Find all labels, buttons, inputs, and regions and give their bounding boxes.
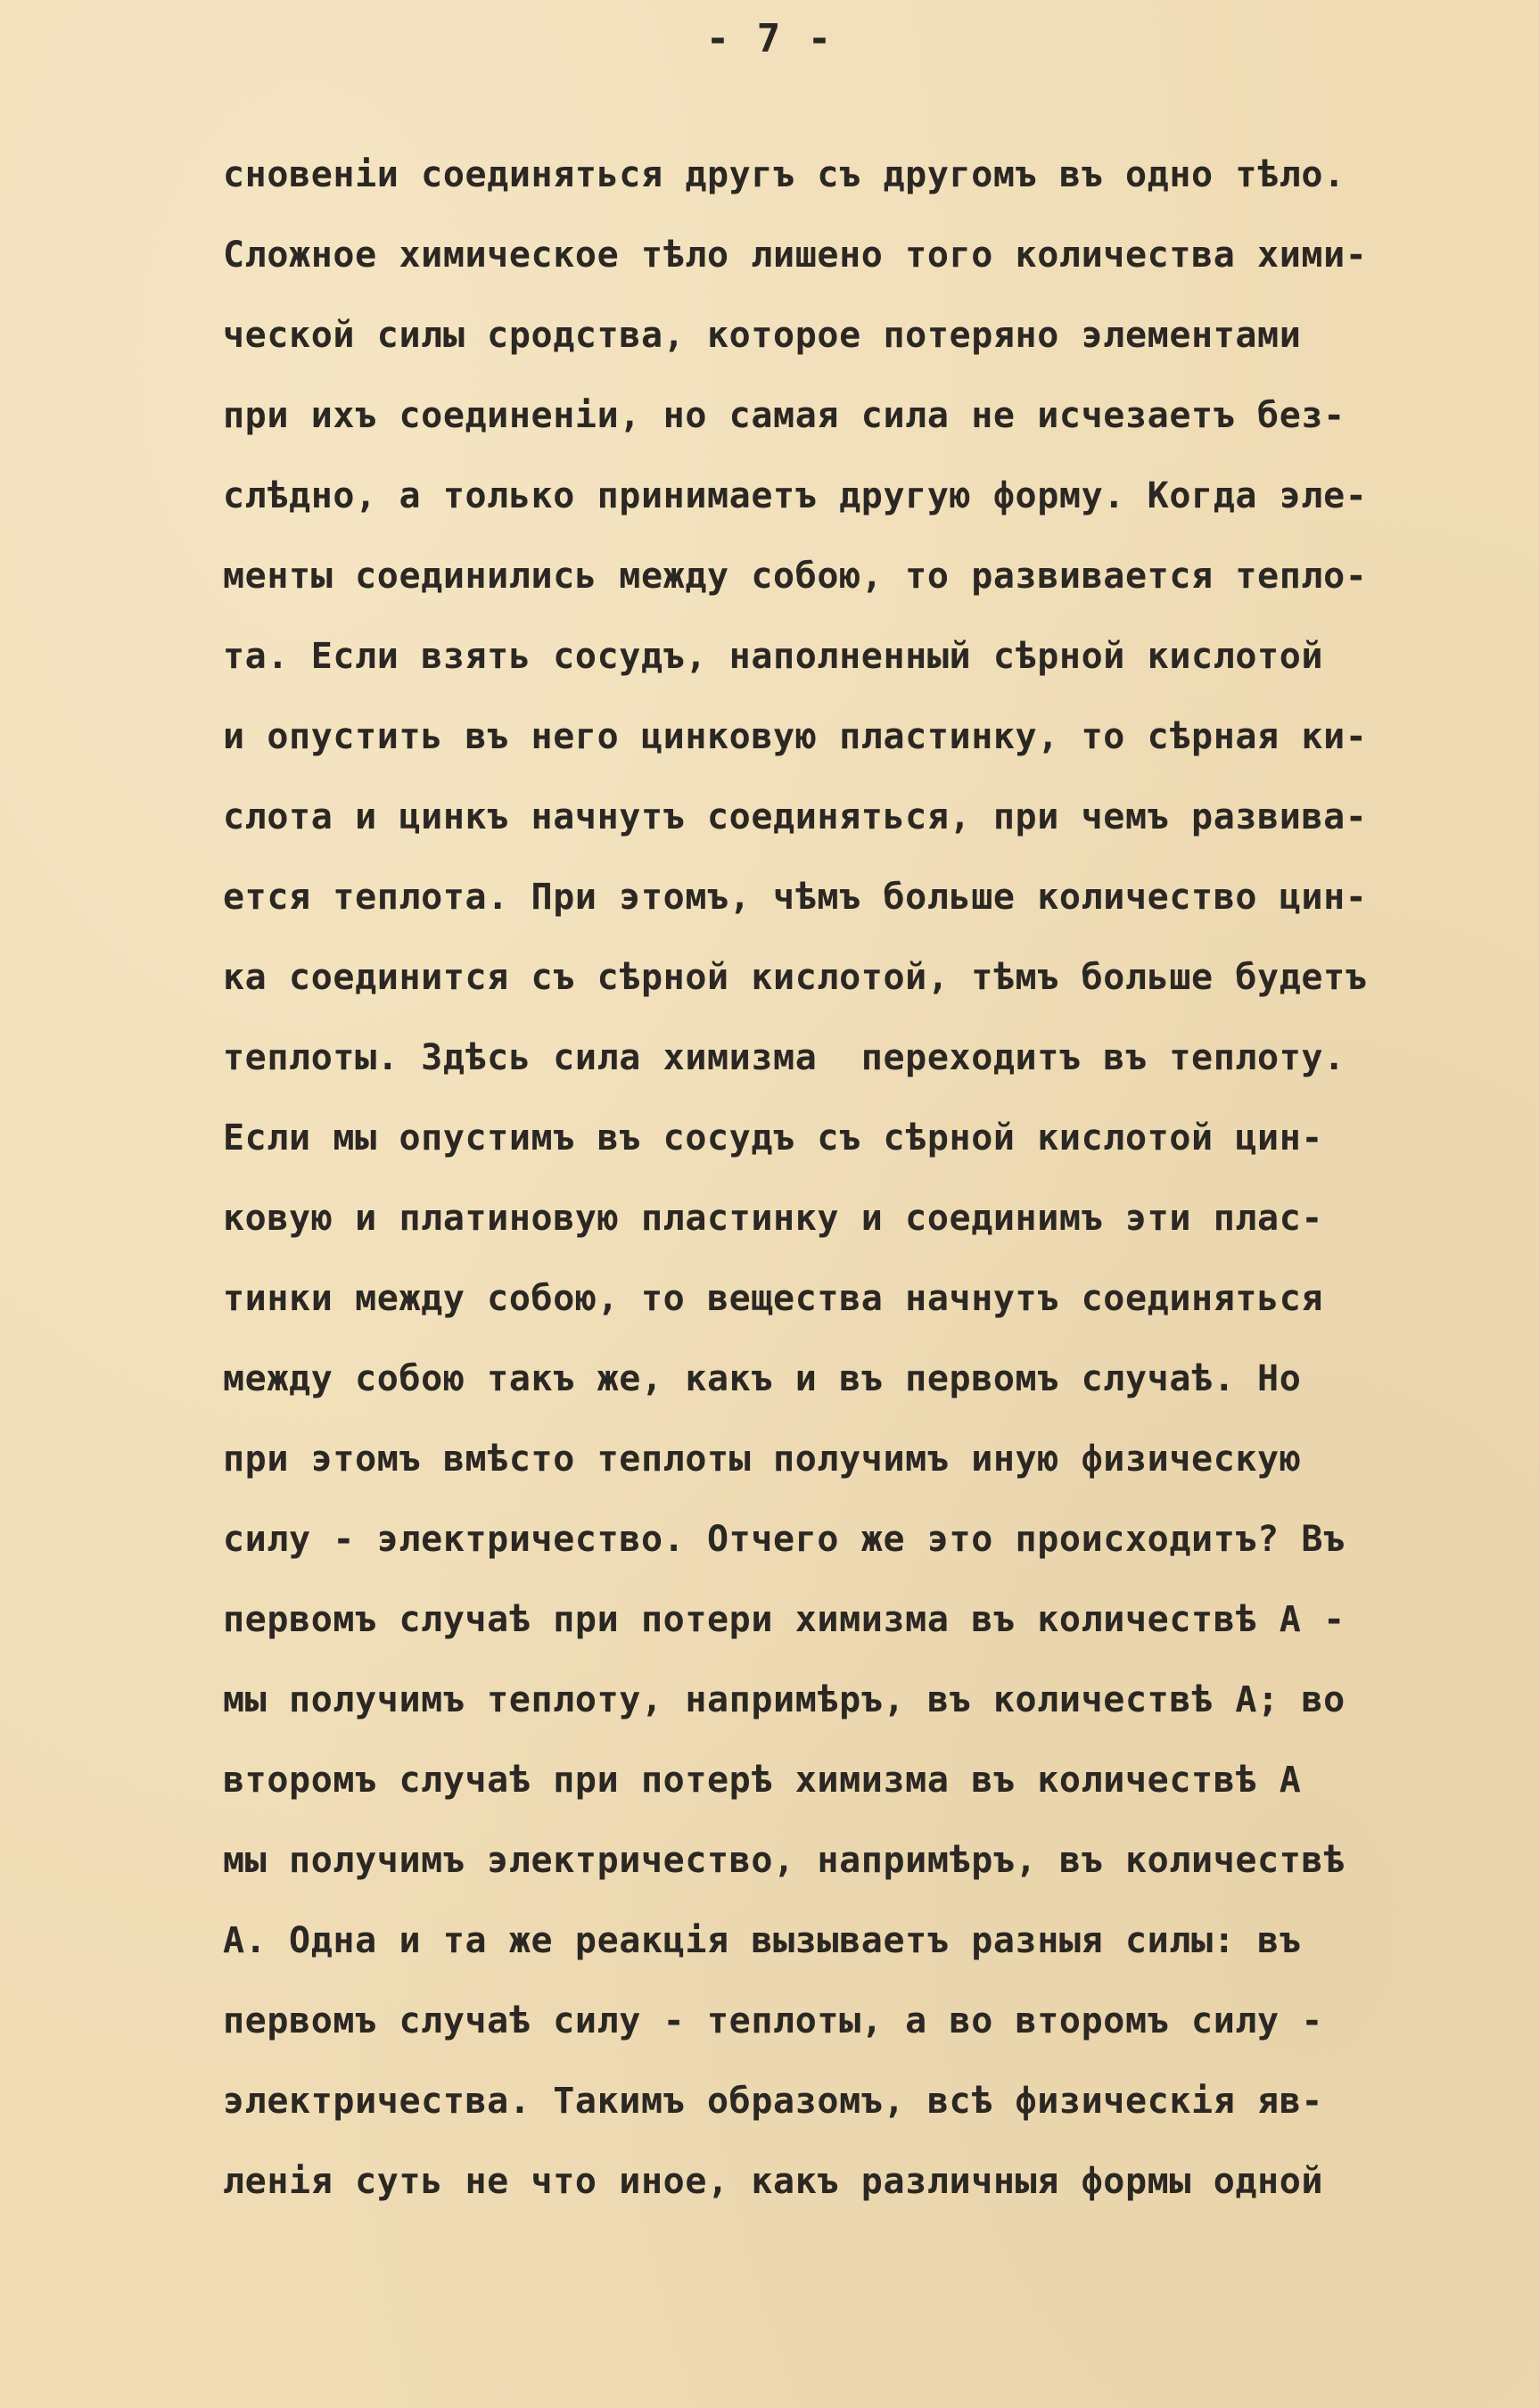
text-line: силу - электричество. Отчего же это происходитъ? Въ <box>223 1519 1346 1560</box>
text-line: теплоты. Здѣсь сила химизма переходитъ въ теплоту. <box>223 1037 1346 1078</box>
text-line: тинки между собою, то вещества начнутъ соединяться <box>223 1278 1324 1319</box>
text-line: мы получимъ теплоту, напримѣръ, въ количествѣ А; во <box>223 1679 1346 1720</box>
text-line: слѣдно, а только принимаетъ другую форму. Когда эле- <box>223 475 1368 516</box>
body-text <box>223 143 1489 2230</box>
text-line: ческой силы сродства, которое потеряно элементами <box>223 315 1302 356</box>
text-line: первомъ случаѣ при потери химизма въ количествѣ А - <box>223 1599 1346 1640</box>
text-line: электричества. Такимъ образомъ, всѣ физическiя яв- <box>223 2081 1324 2122</box>
text-line: второмъ случаѣ при потерѣ химизма въ количествѣ А <box>223 1760 1302 1801</box>
text-line: первомъ случаѣ силу - теплоты, а во второмъ силу - <box>223 2000 1324 2041</box>
text-line: Сложное химическое тѣло лишено того количества хими- <box>223 235 1368 276</box>
text-line: Если мы опустимъ въ сосудъ съ сѣрной кислотой цин- <box>223 1117 1324 1159</box>
text-line: слота и цинкъ начнутъ соединяться, при чемъ развива- <box>223 796 1368 837</box>
text-line: между собою такъ же, какъ и въ первомъ случаѣ. Но <box>223 1358 1302 1399</box>
text-line: сновенiи соединяться другъ съ другомъ въ одно тѣло. <box>223 154 1346 195</box>
text-line: менты соединились между собою, то развивается тепло- <box>223 556 1368 597</box>
text-line: и опустить въ него цинковую пластинку, то сѣрная ки- <box>223 716 1368 757</box>
text-line: та. Если взять сосудъ, наполненный сѣрной кислотой <box>223 636 1324 677</box>
text-line: ка соединится съ сѣрной кислотой, тѣмъ больше будетъ <box>223 957 1368 998</box>
text-line: мы получимъ электричество, напримѣръ, въ количествѣ <box>223 1840 1346 1881</box>
text-line: при этомъ вмѣсто теплоты получимъ иную физическую <box>223 1439 1302 1480</box>
text-line: ется теплота. При этомъ, чѣмъ больше количество цин- <box>223 877 1368 918</box>
page-number: - 7 - <box>705 16 834 62</box>
text-line: ковую и платиновую пластинку и соединимъ эти плас- <box>223 1198 1324 1239</box>
text-line: при ихъ соединенiи, но самая сила не исчезаетъ без- <box>223 395 1346 436</box>
text-line: А. Одна и та же реакцiя вызываетъ разныя силы: въ <box>223 1920 1302 1961</box>
text-line: ленiя суть не что иное, какъ различныя формы одной <box>223 2161 1324 2202</box>
